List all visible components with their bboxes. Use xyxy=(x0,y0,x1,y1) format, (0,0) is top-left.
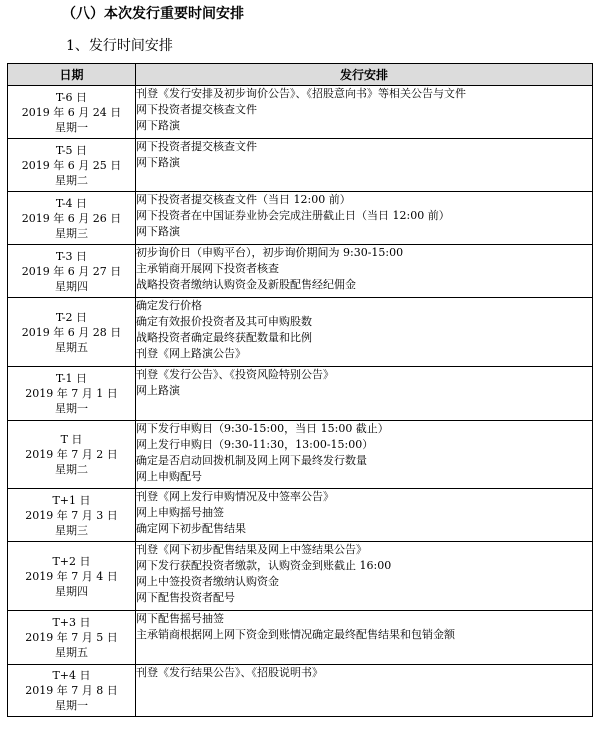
date-label: 2019 年 7 月 2 日 xyxy=(25,448,118,461)
arrangement-cell xyxy=(136,139,593,192)
date-label: 2019 年 6 月 28 日 xyxy=(21,325,122,339)
date-cell xyxy=(8,489,136,542)
weekday-label: 星期四 xyxy=(55,279,88,293)
table-row xyxy=(8,542,593,611)
date-cell xyxy=(8,367,136,421)
arrangement-cell xyxy=(136,665,593,717)
arrangement-item: 网下路演 xyxy=(136,156,180,169)
day-label: T+3 日 xyxy=(52,616,91,629)
table-row xyxy=(8,611,593,665)
weekday-label: 星期一 xyxy=(55,402,88,415)
day-label: T+2 日 xyxy=(52,554,91,568)
weekday-label: 星期四 xyxy=(55,584,88,598)
date-label: 2019 年 7 月 3 日 xyxy=(25,508,118,522)
arrangement-item: 初步询价日（申购平台），初步询价期间为 9:30-15:00 xyxy=(136,246,404,259)
day-label: T 日 xyxy=(60,433,83,446)
arrangement-cell xyxy=(136,192,593,245)
arrangement-item: 网下投资者提交核查文件 xyxy=(136,140,257,153)
arrangement-cell xyxy=(136,245,593,298)
schedule-table xyxy=(7,63,593,717)
arrangement-item: 刊登《发行安排及初步询价公告》、《招股意向书》等相关公告与文件 xyxy=(136,87,466,100)
day-label: T-3 日 xyxy=(55,249,88,263)
weekday-label: 星期五 xyxy=(55,646,88,659)
arrangement-item: 确定有效报价投资者及其可申购股数 xyxy=(136,315,312,328)
arrangement-cell xyxy=(136,86,593,139)
day-label: T+4 日 xyxy=(52,669,91,682)
date-label: 2019 年 6 月 24 日 xyxy=(21,105,122,119)
day-label: T-5 日 xyxy=(55,143,88,157)
weekday-label: 星期二 xyxy=(55,463,88,476)
weekday-label: 星期三 xyxy=(55,523,88,537)
day-label: T-6 日 xyxy=(55,90,88,104)
arrangement-cell xyxy=(136,542,593,611)
arrangement-item: 确定发行价格 xyxy=(136,299,202,312)
arrangement-item: 网下投资者提交核查文件 xyxy=(136,103,257,116)
table-row xyxy=(8,86,593,139)
date-label: 2019 年 6 月 25 日 xyxy=(21,158,122,172)
section-title: （八）本次发行重要时间安排 xyxy=(62,6,244,22)
arrangement-item: 网下配售投资者配号 xyxy=(136,591,235,604)
date-cell xyxy=(8,192,136,245)
arrangement-item: 刊登《网上发行申购情况及中签率公告》 xyxy=(136,490,334,503)
weekday-label: 星期三 xyxy=(55,226,88,240)
header-date: 日期 xyxy=(8,64,136,86)
arrangement-item: 网下发行获配投资者缴款，认购资金到账截止 16:00 xyxy=(136,559,392,572)
arrangement-item: 刊登《网下初步配售结果及网上中签结果公告》 xyxy=(136,543,367,556)
weekday-label: 星期五 xyxy=(55,340,88,354)
table-row xyxy=(8,421,593,489)
arrangement-item: 网下路演 xyxy=(136,119,180,132)
weekday-label: 星期二 xyxy=(55,173,88,187)
date-cell xyxy=(8,665,136,717)
date-cell xyxy=(8,245,136,298)
day-label: T-2 日 xyxy=(55,310,88,324)
arrangement-item: 刊登《网上路演公告》 xyxy=(136,347,246,360)
arrangement-item: 网下发行申购日（9:30-15:00，当日 15:00 截止） xyxy=(136,422,389,435)
table-row xyxy=(8,192,593,245)
weekday-label: 星期一 xyxy=(55,699,88,712)
header-arrangement: 发行安排 xyxy=(136,64,593,86)
arrangement-cell xyxy=(136,489,593,542)
arrangement-item: 主承销商根据网上网下资金到账情况确定最终配售结果和包销金额 xyxy=(136,628,455,641)
table-row xyxy=(8,245,593,298)
arrangement-item: 战略投资者缴纳认购资金及新股配售经纪佣金 xyxy=(136,278,356,291)
weekday-label: 星期一 xyxy=(55,120,88,134)
table-row xyxy=(8,665,593,717)
arrangement-item: 网上申购配号 xyxy=(136,470,202,483)
table-row xyxy=(8,489,593,542)
arrangement-item: 网上申购摇号抽签 xyxy=(136,506,224,519)
arrangement-item: 主承销商开展网下投资者核查 xyxy=(136,262,279,275)
sub-title: 1、发行时间安排 xyxy=(66,38,173,54)
table-header-row xyxy=(8,64,593,86)
arrangement-cell xyxy=(136,421,593,489)
table-row xyxy=(8,298,593,367)
arrangement-item: 网下路演 xyxy=(136,225,180,238)
arrangement-item: 刊登《发行公告》、《投资风险特别公告》 xyxy=(136,368,334,381)
arrangement-cell xyxy=(136,367,593,421)
arrangement-item: 网下投资者提交核查文件（当日 12:00 前） xyxy=(136,193,351,206)
arrangement-item: 确定是否启动回拨机制及网上网下最终发行数量 xyxy=(136,454,367,467)
day-label: T-4 日 xyxy=(55,196,88,210)
day-label: T+1 日 xyxy=(52,493,91,507)
arrangement-item: 网上中签投资者缴纳认购资金 xyxy=(136,575,279,588)
date-label: 2019 年 7 月 5 日 xyxy=(25,631,118,644)
arrangement-item: 刊登《发行结果公告》、《招股说明书》 xyxy=(136,666,323,679)
date-cell xyxy=(8,139,136,192)
table-row xyxy=(8,367,593,421)
arrangement-item: 网上发行申购日（9:30-11:30，13:00-15:00） xyxy=(136,438,374,451)
date-label: 2019 年 6 月 27 日 xyxy=(21,264,122,278)
date-cell xyxy=(8,86,136,139)
date-label: 2019 年 6 月 26 日 xyxy=(21,211,122,225)
date-label: 2019 年 7 月 1 日 xyxy=(25,387,118,400)
arrangement-cell xyxy=(136,611,593,665)
day-label: T-1 日 xyxy=(55,372,88,385)
arrangement-item: 网下配售摇号抽签 xyxy=(136,612,224,625)
arrangement-item: 网下投资者在中国证券业协会完成注册截止日（当日 12:00 前） xyxy=(136,209,450,222)
arrangement-item: 战略投资者确定最终获配数量和比例 xyxy=(136,331,312,344)
date-label: 2019 年 7 月 4 日 xyxy=(25,569,118,583)
table-row xyxy=(8,139,593,192)
arrangement-item: 网上路演 xyxy=(136,384,180,397)
date-cell xyxy=(8,421,136,489)
date-cell xyxy=(8,298,136,367)
arrangement-item: 确定网下初步配售结果 xyxy=(136,522,246,535)
arrangement-cell xyxy=(136,298,593,367)
date-cell xyxy=(8,611,136,665)
date-label: 2019 年 7 月 8 日 xyxy=(25,684,118,697)
date-cell xyxy=(8,542,136,611)
